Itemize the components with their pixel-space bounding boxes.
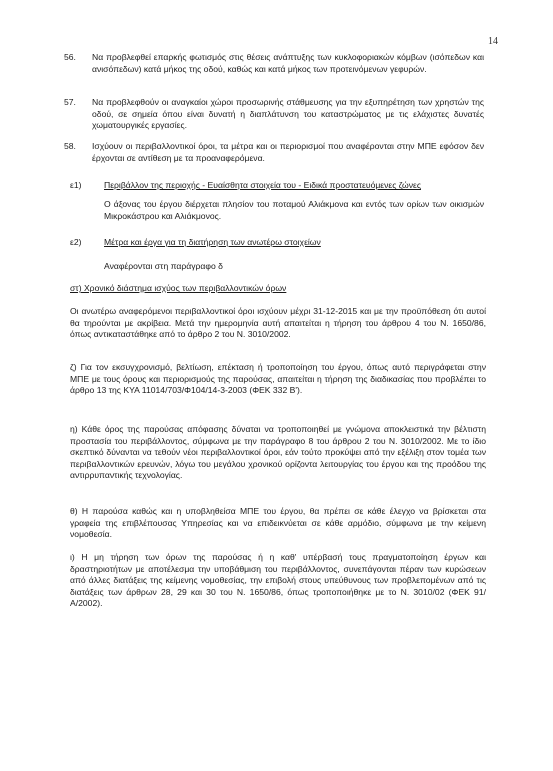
item-text: Να προβλεφθούν οι αναγκαίοι χώροι προσωρινής στάθμευσης για την εξυπηρέτηση των χρηστών της οδού, σε σημεία όπου είναι δυνατή η διαπλάτυνση του καταστρώματος με τις ελάχιστες δυνατές χωματουργικές εργασίες. <box>92 97 484 131</box>
page-number: 14 <box>488 36 498 47</box>
paragraph-i: ι) Η μη τήρηση των όρων της παρούσας ή η καθ' υπέρβασή τους πραγματοποίηση έργων και δραστηριοτήτων με αποτέλεσμα την υποβάθμιση του περιβάλλοντος, συνεπάγονται πέραν των κυρώσεων από άλλες διατάξεις της κείμενης νομοθεσίας, την επιβολή στους υπεύθυνους των προβλεπομένων από τις διατάξεις των άρθρων 28, 29 και 30 του Ν. 1650/86, όπως τροποποιήθηκε με το Ν. 3010/02 (ΦΕΚ 91/Α/2002). <box>70 552 486 609</box>
list-item <box>64 97 484 132</box>
section-st-title: στ) Χρονικό διάστημα ισχύος των περιβαλλοντικών όρων <box>70 283 287 293</box>
paragraph: Οι ανωτέρω αναφερόμενοι περιβαλλοντικοί όροι ισχύουν μέχρι 31-12-2015 και με την προϋπόθεση ότι αυτοί θα τηρούνται με ακρίβεια. Μετά την ημερομηνία αυτή απαιτείται η τήρηση του άρθρου 4 του Ν. 1650/86, όπως αντικαταστάθηκε από το άρθρο 2 του Ν. 3010/2002. <box>70 306 486 340</box>
section-title: Μέτρα και έργα για τη διατήρηση των ανωτέρω στοιχείων <box>104 237 321 247</box>
paragraph-th: θ) Η παρούσα καθώς και η υποβληθείσα ΜΠΕ του έργου, θα πρέπει σε κάθε έλεγχο να βρίσκεται στα γραφεία της επιβλέπουσας Υπηρεσίας και να επιδεικνύεται σε κάθε αρμόδιο, σύμφωνα με την κείμενη νομοθεσία. <box>70 506 486 540</box>
item-number: 58. <box>64 141 76 151</box>
item-number: 57. <box>64 97 76 107</box>
section-label: ε2) <box>70 237 82 247</box>
paragraph-h: η) Κάθε όρος της παρούσας απόφασης δύναται να τροποποιηθεί με γνώμονα αποκλειστικά την βέλτιστη προστασία του περιβάλλοντος, σύμφωνα με την παράγραφο 8 του άρθρου 2 του Ν. 3010/2002. Με το ίδιο σκεπτικό δύνανται να τεθούν νέοι περιβαλλοντικοί όροι, εάν τούτο προκύψει από την εξέλιξη στον τομέα των περιβαλλοντικών ερευνών, λόγω του μεγάλου χρονικού ορίζοντα λειτουργίας του έργου και της προόδου της αντιρρυπαντικής τεχνολογίας. <box>70 424 486 481</box>
item-text: Ισχύουν οι περιβαλλοντικοί όροι, τα μέτρα και οι περιορισμοί που αναφέρονται στην ΜΠΕ εφόσον δεν έρχονται σε αντίθεση με τα προαναφερόμενα. <box>92 141 484 163</box>
section-e1-text: Ο άξονας του έργου διέρχεται πλησίον του ποταμού Αλιάκμονα και εντός των ορίων των οικισμών Μικροκάστρου και Αλιάκμονος. <box>104 199 484 221</box>
list-item <box>64 52 484 75</box>
section-title: Περιβάλλον της περιοχής - Ευαίσθητα στοιχεία του - Ειδικά προστατευόμενες ζώνες <box>104 180 421 190</box>
paragraph-z: ζ) Για τον εκσυγχρονισμό, βελτίωση, επέκταση ή τροποποίηση του έργου, όπως αυτό περιγράφεται στην ΜΠΕ με τους όρους και περιορισμούς της παρούσας, απαιτείται η τήρηση της διαδικασίας που προβλέπει το άρθρο 13 της ΚΥΑ 11014/703/Φ104/14-3-2003 (ΦΕΚ 332 Β'). <box>70 362 486 396</box>
list-item <box>64 141 484 164</box>
item-number: 56. <box>64 52 76 62</box>
section-e1 <box>70 180 480 192</box>
section-label: ε1) <box>70 180 82 190</box>
section-e2-text: Αναφέρονται στη παράγραφο δ <box>104 261 223 271</box>
item-text: Να προβλεφθεί επαρκής φωτισμός στις θέσεις ανάπτυξης των κυκλοφοριακών κόμβων (ισόπεδων και ανισόπεδων) κατά μήκος της οδού, καθώς και κατά μήκος των προτεινόμενων γεφυρών. <box>92 52 484 74</box>
section-e2 <box>70 237 480 249</box>
